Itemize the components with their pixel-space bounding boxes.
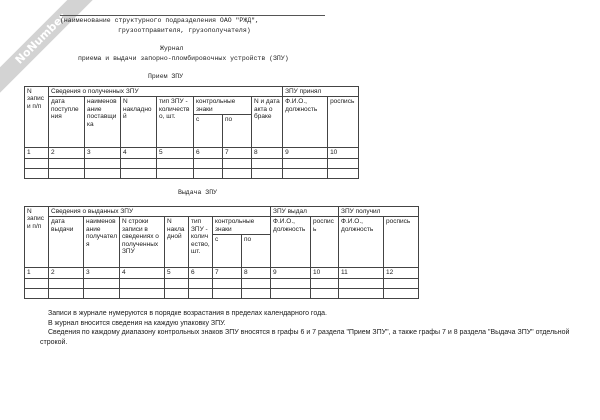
- receipt-table: [24, 86, 359, 179]
- column-number: 6: [194, 148, 223, 158]
- header-name-position-1: Ф.И.О., должность: [271, 217, 311, 268]
- column-number: 2: [49, 148, 85, 158]
- header-record-no: N записи п/п: [25, 87, 49, 148]
- header-row-ref: N строки записи в сведениях о полученных ЗПУ: [120, 217, 165, 268]
- journal-subtitle: приема и выдачи запорно-пломбировочных устройств (ЗПУ): [78, 55, 289, 62]
- header-name-position-2: Ф.И.О., должность: [339, 217, 384, 268]
- header-group-received: Сведения о полученных ЗПУ: [49, 87, 283, 97]
- column-number: 9: [271, 268, 311, 278]
- header-record-no: N записи п/п: [25, 207, 49, 268]
- header-group-issued: Сведения о выданных ЗПУ: [49, 207, 271, 217]
- issue-table: [24, 206, 419, 299]
- header-group-accepted: ЗПУ принял: [283, 87, 359, 97]
- header-recipient: наименование получателя: [84, 217, 120, 268]
- column-number: 3: [85, 148, 121, 158]
- header-issue-date: дата выдачи: [49, 217, 84, 268]
- column-number: 8: [252, 148, 283, 158]
- column-number: 2: [49, 268, 84, 278]
- column-number: 7: [213, 268, 242, 278]
- note-line-3: Сведения по каждому диапазону контрольных знаков ЗПУ вносятся в графы 6 и 7 раздела "Прием ЗПУ", а также графы 7 и 8 раздела "Выдача ЗПУ" отдельной строкой.: [40, 329, 570, 346]
- header-line-2: грузоотправителя, грузополучателя): [118, 27, 251, 34]
- header-group-issued-by: ЗПУ выдал: [271, 207, 339, 217]
- header-invoice: N накладной: [121, 97, 157, 148]
- table-row: [25, 158, 359, 168]
- column-number: 12: [384, 268, 419, 278]
- watermark-stamp: NoNumber: [0, 0, 100, 98]
- header-type-qty: тип ЗПУ - количество, шт.: [189, 217, 213, 268]
- note-line-1: Записи в журнале нумеруются в порядке возрастания в пределах календарного года.: [48, 310, 327, 317]
- footnotes: [40, 309, 588, 347]
- column-number: 9: [283, 148, 328, 158]
- header-line-1: (наименование структурного подразделения ОАО "РЖД",: [60, 17, 259, 24]
- header-rule: [60, 15, 325, 16]
- header-name-position: Ф.И.О., должность: [283, 97, 328, 148]
- section-title-receipt: Прием ЗПУ: [148, 73, 184, 80]
- note-line-2: В журнал вносится сведения на каждую упаковку ЗПУ.: [48, 319, 226, 327]
- table-row: [25, 278, 419, 288]
- header-marks-from: с: [194, 115, 223, 148]
- column-number: 1: [25, 148, 49, 158]
- column-number: 1: [25, 268, 49, 278]
- header-defect-act: N и дата акта о браке: [252, 97, 283, 148]
- header-control-marks: контрольные знаки: [213, 217, 271, 235]
- header-supplier: наименование поставщика: [85, 97, 121, 148]
- header-signature: роспись: [328, 97, 359, 148]
- header-group-received-by: ЗПУ получил: [339, 207, 419, 217]
- column-number: 3: [84, 268, 120, 278]
- column-number: 6: [189, 268, 213, 278]
- column-number: 8: [242, 268, 271, 278]
- table-row: [25, 288, 419, 298]
- header-control-marks: контрольные знаки: [194, 97, 252, 115]
- column-number: 4: [121, 148, 157, 158]
- column-number: 4: [120, 268, 165, 278]
- header-marks-to: по: [223, 115, 252, 148]
- column-number: 11: [339, 268, 384, 278]
- header-signature-2: роспись: [384, 217, 419, 268]
- header-type-qty: тип ЗПУ - количество, шт.: [157, 97, 194, 148]
- journal-title: Журнал: [160, 45, 184, 52]
- header-marks-to: по: [242, 235, 271, 268]
- column-number: 5: [165, 268, 189, 278]
- section-title-issue: Выдача ЗПУ: [178, 189, 218, 196]
- column-number: 10: [328, 148, 359, 158]
- table-row: [25, 168, 359, 178]
- header-invoice: N накладной: [165, 217, 189, 268]
- header-marks-from: с: [213, 235, 242, 268]
- column-number: 10: [311, 268, 339, 278]
- column-number: 7: [223, 148, 252, 158]
- header-signature-1: роспись: [311, 217, 339, 268]
- header-receipt-date: дата поступления: [49, 97, 85, 148]
- column-number: 5: [157, 148, 194, 158]
